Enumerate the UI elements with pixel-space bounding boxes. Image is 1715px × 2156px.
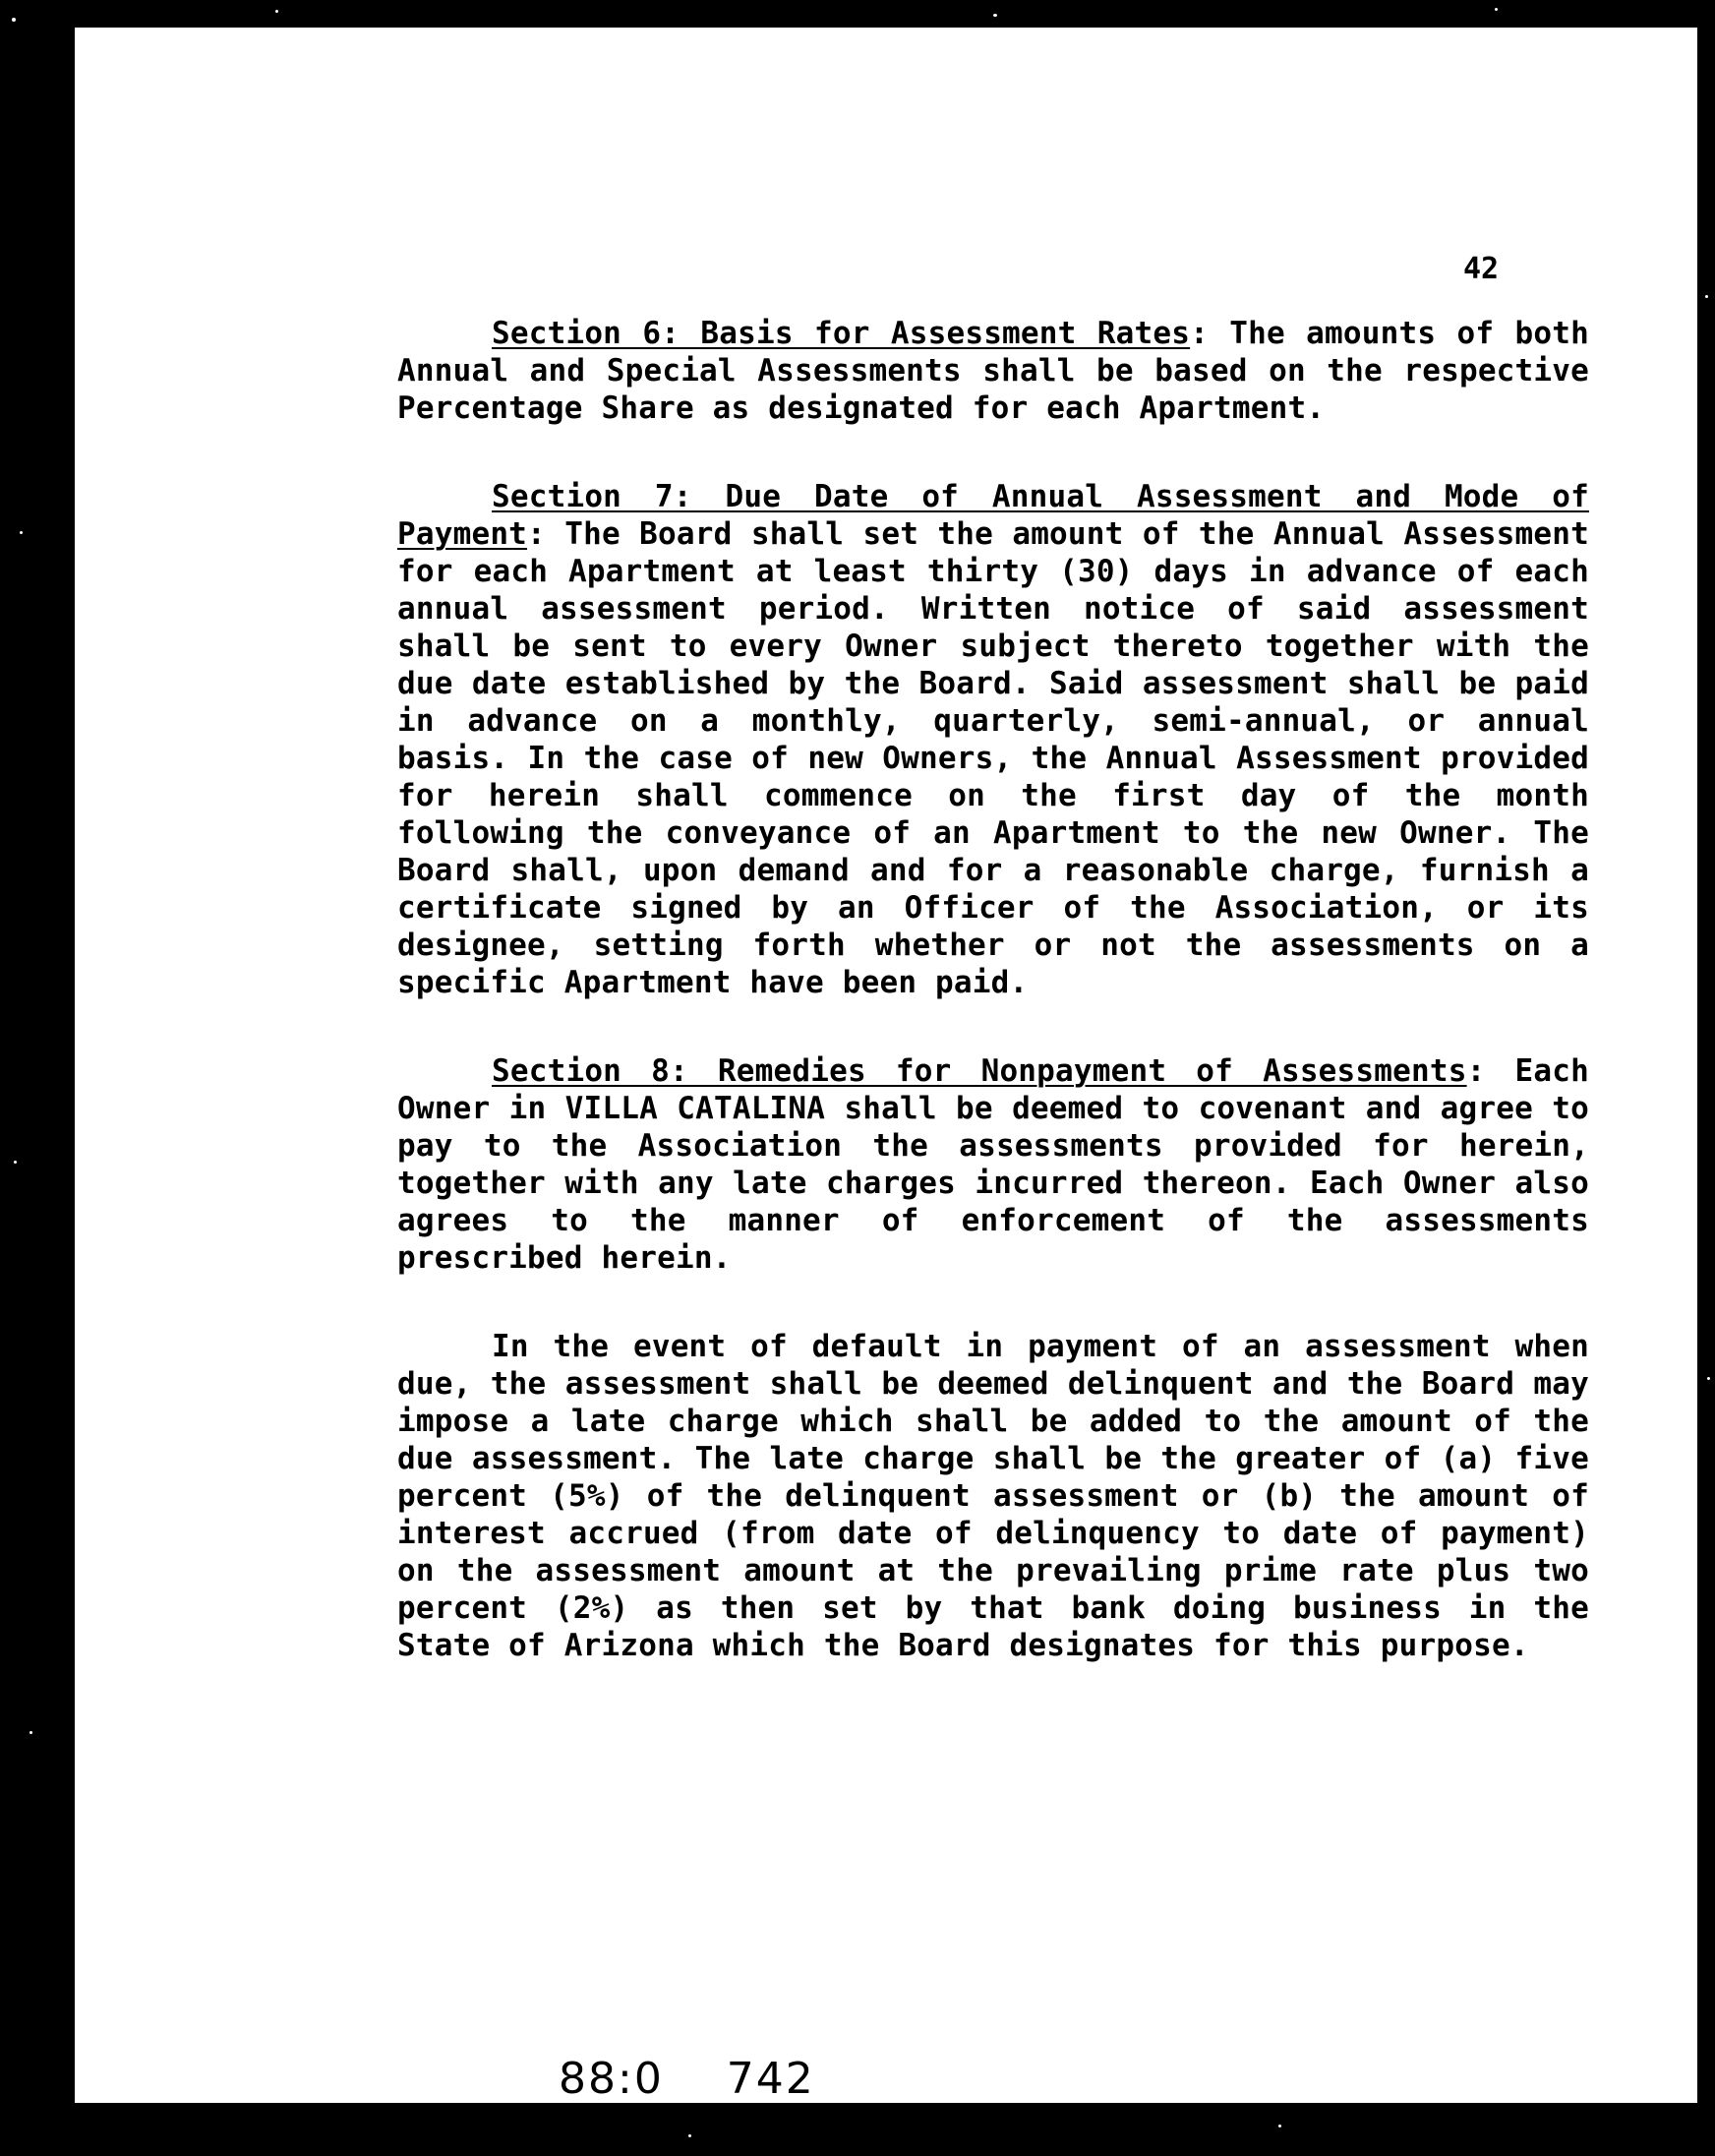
- section-8-paragraph: [397, 1052, 1589, 1277]
- scan-speck: [30, 1731, 32, 1734]
- scan-speck: [14, 1161, 17, 1164]
- document-page: [75, 28, 1697, 2103]
- scan-speck: [1707, 1377, 1710, 1380]
- section-6-paragraph: [397, 315, 1589, 427]
- default-paragraph: [397, 1328, 1589, 1664]
- section-7-body: : The Board shall set the amount of the Annual Assessment for each Apartment at least thirty (30) days in advance of each annual assessment period. Written notice of said assessment shall be sent to every Owner subject thereto together with the due date established by the Board. Said assessment shall be paid in advance on a monthly, quarterly, semi-annual, or annual basis. In the case of new Owners, the Annual Assessment provided for herein shall commence on the first day of the month following the conveyance of an Apartment to the new Owner. The Board shall, upon demand and for a reasonable charge, furnish a certificate signed by an Officer of the Association, or its designee, setting forth whether or not the assessments on a specific Apartment have been paid.: [397, 516, 1589, 1000]
- scan-speck: [688, 2134, 691, 2137]
- section-7-heading: Section 7: Due Date of Annual Assessment and Mode of Payment: [397, 479, 1589, 552]
- page-number: 42: [1463, 252, 1500, 286]
- footer-right-number: 742: [726, 2054, 815, 2104]
- scan-speck: [1495, 8, 1498, 11]
- scan-speck: [1705, 295, 1708, 298]
- footer-left-number: 88:0: [559, 2054, 664, 2104]
- scan-speck: [12, 18, 16, 22]
- section-6-body: : The amounts of both Annual and Special Assessments shall be based on the respective Percentage Share as designated for each Apartment.: [397, 316, 1589, 426]
- document-body: [397, 315, 1589, 1715]
- section-8-body: : Each Owner in VILLA CATALINA shall be deemed to covenant and agree to pay to the Association the assessments provided for herein, together with any late charges incurred thereon. Each Owner also agrees to the manner of enforcement of the assessments prescribed herein.: [397, 1053, 1589, 1276]
- scan-speck: [275, 10, 278, 13]
- section-7-paragraph: [397, 478, 1589, 1001]
- scan-speck: [993, 14, 997, 17]
- scan-speck: [1278, 2125, 1281, 2127]
- document-footer-number: [559, 2054, 815, 2104]
- section-8-heading: Section 8: Remedies for Nonpayment of Assessments: [492, 1053, 1467, 1089]
- default-paragraph-text: In the event of default in payment of an assessment when due, the assessment shall be deemed delinquent and the Board may impose a late charge which shall be added to the amount of the due assessment. The late charge shall be the greater of (a) five percent (5%) of the delinquent assessment or (b) the amount of interest accrued (from date of delinquency to date of payment) on the assessment amount at the prevailing prime rate plus two percent (2%) as then set by that bank doing business in the State of Arizona which the Board designates for this purpose.: [397, 1329, 1589, 1663]
- scan-speck: [20, 531, 23, 534]
- section-6-heading: Section 6: Basis for Assessment Rates: [492, 316, 1191, 351]
